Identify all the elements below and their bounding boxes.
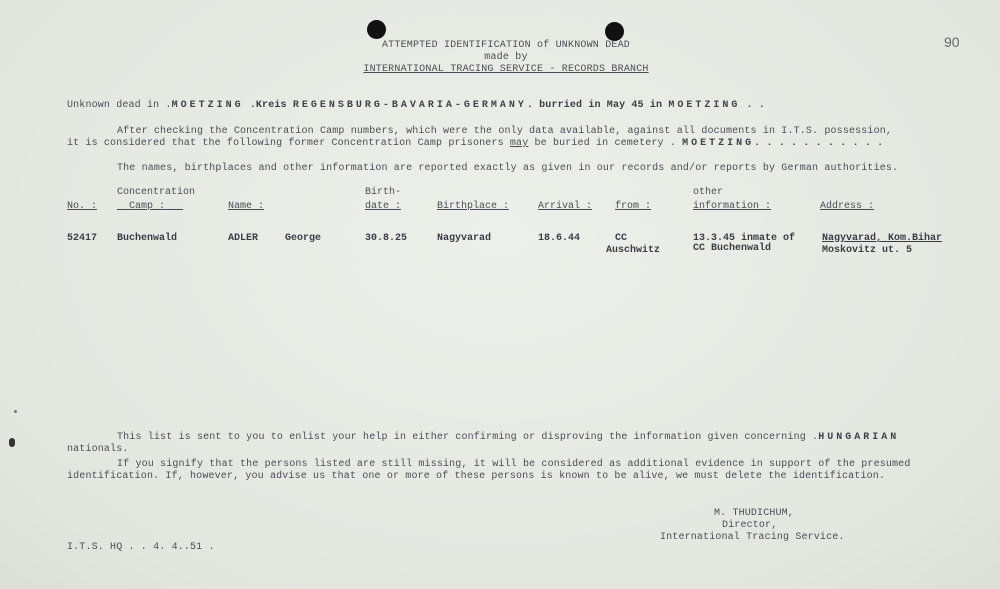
edge-speck [14,410,17,413]
col-birth-top: Birth- [365,187,402,198]
checking-line-2-a: it is considered that the following former Concentration Camp prisoners [67,138,504,149]
cell-birthdate: 30.8.25 [365,233,408,244]
unknown-dead-line [67,100,765,111]
cell-address-city: Nagyvarad, Kom.Bihar [822,233,943,244]
signature-name: M. THUDICHUM, [714,508,794,519]
punch-hole-right [605,22,624,41]
names-note: The names, birthplaces and other information are reported exactly as given in our records and/or reports by German authorities. [117,163,899,174]
checking-line-1: After checking the Concentration Camp numbers, which were the only data available, against all documents in I.T.S. possession, [117,126,893,137]
cell-camp: Buchenwald [117,233,178,244]
checking-line-2-b: be buried in cemetery . [534,138,676,149]
list-line-1-text: This list is sent to you to enlist your help in either confirming or disproving the information given concerning . [117,432,819,443]
unknown-dead-place: MOETZING [171,100,244,111]
cell-address-1 [822,233,942,244]
unknown-dead-cemetery: MOETZING [668,100,741,111]
page-number: 90 [944,34,960,50]
signify-line-2: identification. If, however, you advise us that one or more of these persons is known to be alive, we must delete the identification. [67,471,886,482]
col-other: information : [693,201,772,212]
cell-arrival: 18.6.44 [538,233,581,244]
cell-birthplace: Nagyvarad [437,233,492,244]
checking-line-2 [67,138,883,149]
cell-address-2: Moskovitz ut. 5 [822,245,913,256]
cell-firstname: George [285,233,322,244]
col-birthplace: Birthplace : [437,201,510,212]
unknown-dead-region: REGENSBURG-BAVARIA-GERMANY [292,100,527,111]
header-made-by: made by [484,52,528,63]
cell-from-2: Auschwitz [606,245,661,256]
col-address: Address : [820,201,875,212]
checking-dots: . . . . . . . . . . . [754,138,884,149]
list-line-1 [117,432,899,443]
col-name: Name : [228,201,265,212]
cell-no: 52417 [67,233,98,244]
col-other-top: other [693,187,724,198]
checking-may: may [509,138,529,149]
col-camp [117,201,201,212]
cell-other-2: CC Buchenwald [693,243,772,254]
unknown-dead-end: . . [746,100,765,111]
cell-other-1: 13.3.45 inmate of [693,233,796,244]
col-no: No. : [67,201,98,212]
col-camp-top: Concentration [117,187,196,198]
header-organization: INTERNATIONAL TRACING SERVICE - RECORDS BRANCH [363,64,649,75]
checking-cemetery: MOETZING [682,138,755,149]
edge-mark [9,438,15,447]
header-title: ATTEMPTED IDENTIFICATION of UNKNOWN DEAD [381,40,631,51]
its-reference: I.T.S. HQ . . 4. 4..51 . [67,542,215,553]
cell-from-1: CC [615,233,628,244]
unknown-dead-kreis: .Kreis [249,100,287,111]
col-birthdate: date : [365,201,402,212]
cell-surname: ADLER [228,233,259,244]
unknown-dead-prefix: Unknown dead in . [67,100,172,111]
list-line-2: nationals. [67,444,129,455]
col-camp-label: Camp : [129,201,166,212]
signify-line-1: If you signify that the persons listed are still missing, it will be considered as additional evidence in support of the presumed [117,459,911,470]
unknown-dead-buried: . burried in May 45 in [526,100,663,111]
col-from: from : [615,201,652,212]
punch-hole-left [367,20,386,39]
signature-org: International Tracing Service. [660,532,845,543]
col-arrival: Arrival : [538,201,593,212]
signature-title: Director, [722,520,778,531]
list-nationality: HUNGARIAN [818,432,900,443]
